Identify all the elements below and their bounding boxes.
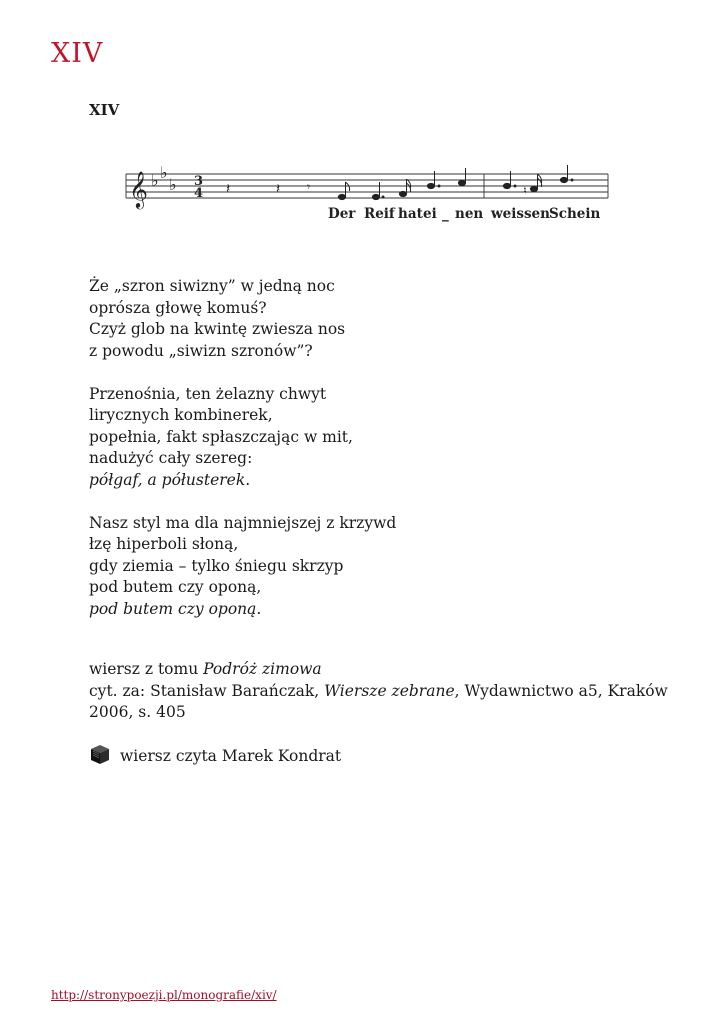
lyric-syllable: _ <box>442 206 449 222</box>
book-icon <box>89 743 111 765</box>
poem-line: lirycznych kombinerek, <box>89 406 273 424</box>
svg-text:♭: ♭ <box>160 163 168 182</box>
svg-text:3: 3 <box>194 174 204 189</box>
svg-text:𝄽: 𝄽 <box>226 181 231 197</box>
svg-text:♭: ♭ <box>169 175 177 194</box>
svg-text:𝄾: 𝄾 <box>307 180 311 194</box>
svg-text:4: 4 <box>194 186 204 201</box>
poem-line-italic: półgaf, a półusterek <box>89 470 246 489</box>
stanza <box>89 276 396 362</box>
stanza <box>89 513 396 621</box>
poem-line <box>89 599 396 621</box>
poem-line: gdy ziemia – tylko śniegu skrzyp <box>89 556 344 575</box>
poem-line: Czyż glob na kwintę zwiesza nos <box>89 320 346 338</box>
source-text: wiersz z tomu <box>89 660 204 678</box>
lyric-syllable: Schein <box>549 206 601 222</box>
poem-body <box>89 276 396 642</box>
lyric-syllable: hat <box>398 206 423 222</box>
stanza <box>89 384 396 492</box>
poem-title: XIV <box>89 101 120 119</box>
poem-line: łzę hiperboli słoną, <box>89 535 239 553</box>
source-volume <box>89 659 689 681</box>
svg-text:𝄽: 𝄽 <box>276 181 281 197</box>
book-title: Wiersze zebrane <box>324 681 455 700</box>
poem-line: oprósza głowę komuś? <box>89 298 267 317</box>
poem-line <box>89 470 396 492</box>
lyric-syllable: ei <box>423 206 437 222</box>
poem-line: z powodu „siwizn szronów”? <box>89 341 313 360</box>
audio-label[interactable]: wiersz czyta Marek Kondrat <box>120 747 342 765</box>
lyric-syllable: nen <box>455 206 484 222</box>
poem-line-punct: . <box>245 470 251 489</box>
lyric-syllable: Der <box>328 206 356 222</box>
source-text: , Wydawnictwo a5, Kraków 2006, s. 405 <box>89 681 668 721</box>
lyric-syllable: Reif <box>364 206 395 222</box>
source-quote <box>89 681 689 724</box>
source-text: cyt. za: Stanisław Barańczak, <box>89 681 325 700</box>
poem-line: popełnia, fakt spłaszczając w mit, <box>89 427 353 446</box>
poem-line: Że „szron siwizny” w jedną noc <box>89 277 335 295</box>
svg-text:♭: ♭ <box>151 171 159 190</box>
footer-url-link[interactable]: http://stronypoezji.pl/monografie/xiv/ <box>51 988 277 1002</box>
poem-line: Nasz styl ma dla najmniejszej z krzywd <box>89 513 397 532</box>
music-score <box>118 156 618 236</box>
poem-line-punct: . <box>256 599 262 618</box>
poem-line: nadużyć cały szereg: <box>89 449 253 467</box>
poem-line: Przenośnia, ten żelazny chwyt <box>89 384 327 403</box>
treble-clef-icon: 𝄞 <box>129 170 148 208</box>
audio-reading[interactable] <box>89 746 341 768</box>
lyric-syllable: weissen <box>491 206 550 222</box>
page-title: XIV <box>51 38 104 69</box>
source-citation <box>89 659 689 724</box>
poem-line-italic: pod butem czy oponą <box>89 599 257 618</box>
volume-title: Podróż zimowa <box>203 660 322 678</box>
svg-text:♮: ♮ <box>523 184 527 197</box>
poem-line: pod butem czy oponą, <box>89 578 262 596</box>
